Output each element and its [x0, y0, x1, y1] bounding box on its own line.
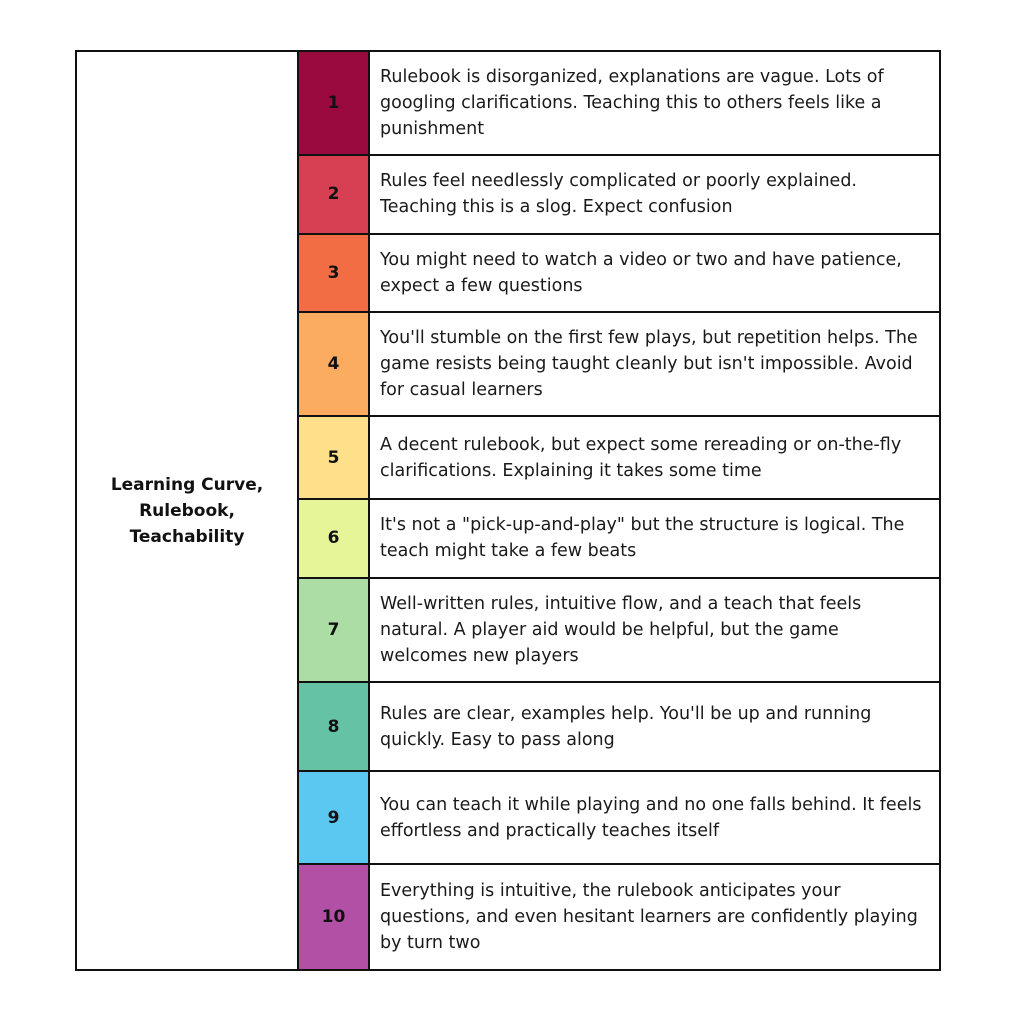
description-text: A decent rulebook, but expect some rereading or on-the-fly clarifications. Explaining it takes some time	[380, 434, 902, 481]
description-text: Rulebook is disorganized, explanations are vague. Lots of googling clarifications. Teaching this to others feels like a punishment	[380, 66, 884, 139]
score-number: 8	[327, 716, 340, 737]
score-cell	[299, 579, 370, 681]
rating-row-2	[299, 156, 939, 235]
score-number: 7	[327, 619, 340, 640]
description-cell	[370, 313, 939, 415]
description-text: You can teach it while playing and no one falls behind. It feels effortless and practically teaches itself	[380, 794, 922, 841]
score-number: 10	[321, 907, 346, 928]
score-number: 1	[327, 92, 340, 113]
rating-row-8	[299, 683, 939, 773]
score-number: 5	[327, 447, 340, 468]
score-cell	[299, 156, 370, 233]
description-text: Rules feel needlessly complicated or poorly explained. Teaching this is a slog. Expect confusion	[380, 171, 857, 218]
description-text: Well-written rules, intuitive flow, and a teach that feels natural. A player aid would be helpful, but the game welcomes new players	[380, 593, 862, 666]
rating-row-3	[299, 235, 939, 314]
rubric-table	[75, 50, 941, 971]
rating-row-4	[299, 313, 939, 417]
rating-row-5	[299, 417, 939, 500]
description-cell	[370, 772, 939, 863]
rating-row-9	[299, 772, 939, 865]
score-number: 6	[327, 528, 340, 549]
description-cell	[370, 579, 939, 681]
score-number: 4	[327, 354, 340, 375]
description-text: Rules are clear, examples help. You'll be up and running quickly. Easy to pass along	[380, 703, 872, 750]
description-text: You might need to watch a video or two and have patience, expect a few questions	[380, 250, 902, 297]
score-number: 3	[327, 263, 340, 284]
description-cell	[370, 500, 939, 577]
description-cell	[370, 417, 939, 498]
score-cell	[299, 235, 370, 312]
rating-rows	[299, 52, 939, 969]
score-cell	[299, 417, 370, 498]
description-text: Everything is intuitive, the rulebook anticipates your questions, and even hesitant learners are confidently playing by turn two	[380, 881, 918, 954]
score-number: 9	[327, 807, 340, 828]
score-number: 2	[327, 184, 340, 205]
description-cell	[370, 52, 939, 154]
description-text: You'll stumble on the first few plays, but repetition helps. The game resists being taught cleanly but isn't impossible. Avoid for casual learners	[380, 328, 918, 401]
score-cell	[299, 313, 370, 415]
description-cell	[370, 683, 939, 771]
score-cell	[299, 772, 370, 863]
category-label: Learning Curve, Rulebook, Teachability	[110, 474, 264, 547]
score-cell	[299, 52, 370, 154]
rating-row-6	[299, 500, 939, 579]
rating-row-7	[299, 579, 939, 683]
rating-row-1	[299, 52, 939, 156]
score-cell	[299, 865, 370, 969]
description-cell	[370, 156, 939, 233]
description-cell	[370, 865, 939, 969]
rating-row-10	[299, 865, 939, 969]
description-text: It's not a "pick-up-and-play" but the structure is logical. The teach might take a few beats	[380, 515, 905, 562]
score-cell	[299, 683, 370, 771]
description-cell	[370, 235, 939, 312]
category-cell	[77, 52, 299, 969]
score-cell	[299, 500, 370, 577]
